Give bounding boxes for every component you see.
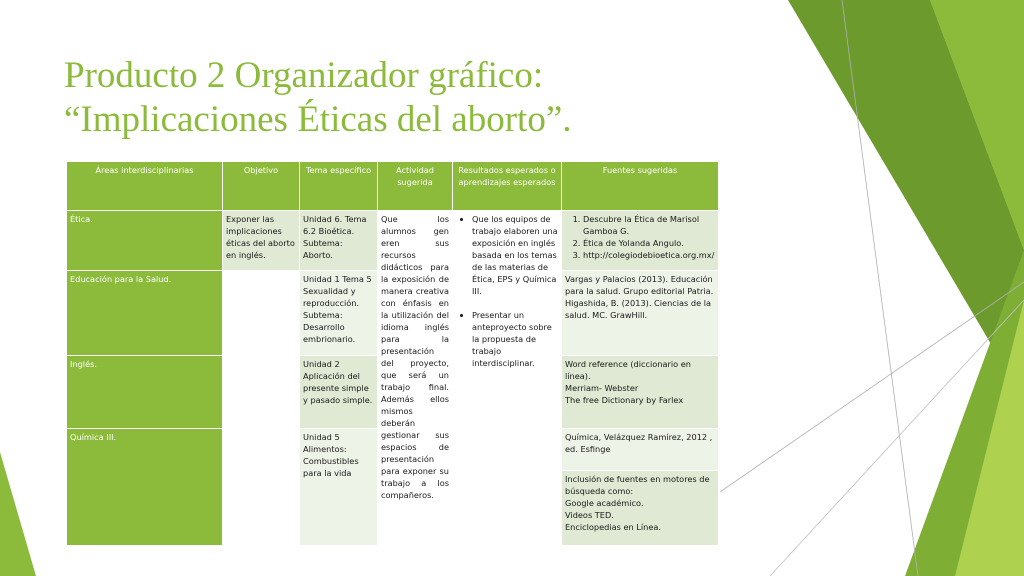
area-cell-salud: Educación para la Salud.: [67, 271, 223, 356]
area-cell-quimica: Química III.: [67, 429, 223, 546]
fuentes-cell-quimica: [562, 429, 719, 471]
tema-cell-salud: Unidad 1 Tema 5 Sexualidad y reproducción. Subtema: Desarrollo embrionario.: [300, 271, 378, 356]
tema-cell-etica: Unidad 6. Tema 6.2 Bioética. Subtema: Aborto.: [300, 211, 378, 271]
list-item: • Que los equipos de trabajo elaboren una exposición en inglés basada en los temas de las materias de Ética, EPS y Química III.: [472, 213, 558, 297]
fuente-ref: Google académico.: [565, 498, 644, 508]
fuente-ref: Inclusión de fuentes en motores de búsqueda como:: [565, 474, 710, 496]
fuentes-cell-extra: [562, 471, 719, 546]
tema-cell-quimica: Unidad 5 Alimentos: Combustibles para la vida: [300, 429, 378, 546]
resultados-cell: [453, 211, 562, 546]
fuente-ref: The free Dictionary by Farlex: [565, 395, 684, 405]
header-areas: Áreas interdisciplinarias: [67, 162, 223, 211]
fuente-ref: Vargas y Palacios (2013). Educación para la salud. Grupo editorial Patria.: [565, 274, 714, 296]
interdisciplinary-table: [66, 161, 719, 546]
fuente-ref: Merriam- Webster: [565, 383, 639, 393]
fuente-ref: Química, Velázquez Ramírez, 2012 , ed. Esfinge: [565, 432, 713, 454]
list-item: • Presentar un anteproyecto sobre la propuesta de trabajo interdisciplinar.: [472, 309, 558, 369]
actividad-cell: Que los alumnos gen eren sus recursos didácticos para la exposición de manera creativa con énfasis en la utilización del idioma inglés para la presentación del proyecto, que será un trabajo final. Además ellos mismos deberán gestionar sus espacios de presentación para exponer su trabajo a los compañeros.: [378, 211, 453, 546]
fuentes-cell-etica: [562, 211, 719, 271]
fuentes-cell-salud: [562, 271, 719, 356]
list-item: 3. http://colegiodebioetica.org.mx/: [583, 249, 715, 261]
slide-title-line-2: “Implicaciones Éticas del aborto”.: [64, 99, 572, 140]
header-objetivo: Objetivo: [223, 162, 300, 211]
area-cell-etica: Ética.: [67, 211, 223, 271]
header-resultados: Resultados esperados o aprendizajes esperados: [453, 162, 562, 211]
list-item: 1. Descubre la Ética de Marisol Gamboa G.: [583, 213, 715, 237]
fuente-ref: Videos TED.: [565, 510, 614, 520]
slide-title: [64, 54, 764, 142]
header-actividad: Actividad sugerida: [378, 162, 453, 211]
fuentes-cell-ingles: [562, 356, 719, 429]
header-fuentes: Fuentes sugeridas: [562, 162, 719, 211]
left-corner-triangle: [0, 452, 36, 576]
fuentes-etica-list: [565, 213, 715, 261]
table-header-row: [67, 162, 719, 211]
slide-title-line-1: Producto 2 Organizador gráfico:: [64, 55, 544, 96]
area-cell-ingles: Inglés.: [67, 356, 223, 429]
resultados-list: [456, 213, 558, 369]
tema-cell-ingles: Unidad 2 Aplicación del presente simple y pasado simple.: [300, 356, 378, 429]
fuente-ref: Word reference (diccionario en línea).: [565, 359, 691, 381]
list-item: 2. Ética de Yolanda Angulo.: [583, 237, 715, 249]
fuente-ref: Higashida, B. (2013). Ciencias de la salud. MC. GrawHill.: [565, 298, 712, 320]
header-tema: Tema específico: [300, 162, 378, 211]
table-row: [67, 211, 719, 271]
fuente-ref: Enciclopedias en Línea.: [565, 522, 662, 532]
objetivo-empty-cell: [223, 271, 300, 546]
objetivo-cell: Exponer las implicaciones éticas del aborto en inglés.: [223, 211, 300, 271]
